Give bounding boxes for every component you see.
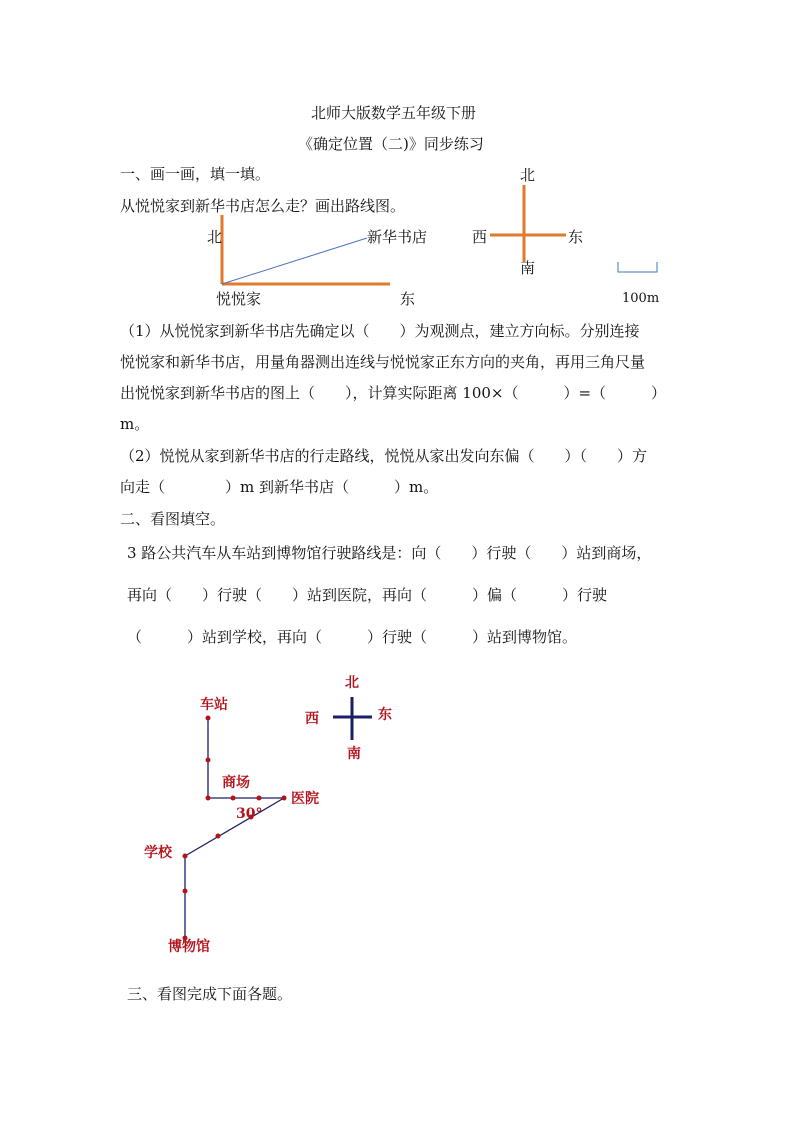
label-mall: 商场 [222,775,250,791]
compass2-east: 东 [378,707,392,723]
q1-line1: （1）从悦悦家到新华书店先确定以（ ）为观测点，建立方向标。分别连接 [120,322,640,340]
label-angle: 30° [236,806,263,822]
q1-line4: m。 [120,415,150,433]
q1-line3: 出悦悦家到新华书店的图上（ ），计算实际距离 100×（ ）=（ ） [120,384,667,402]
stop-hospital [282,796,287,801]
stop [206,758,211,763]
compass1-north: 北 [520,166,536,184]
q2-line1: （2）悦悦从家到新华书店的行走路线，悦悦从家出发向东偏（ ）（ ）方 [120,447,648,465]
figure-north-label: 北 [207,228,223,246]
stop [216,834,221,839]
stop-mall [206,796,211,801]
stop-school [183,854,188,859]
label-museum: 博物馆 [168,939,210,955]
section2-line3: （ ）站到学校，再向（ ）行驶（ ）站到博物馆。 [127,628,578,646]
section2-line2: 再向（ ）行驶（ ）站到医院，再向（ ）偏（ ）行驶 [127,586,608,604]
stop [183,889,188,894]
stop [231,796,236,801]
q2-line2: 向走（ ）m 到新华书店（ ）m。 [120,478,439,496]
page-subtitle: 《确定位置（二)》同步练习 [298,135,484,153]
scale-label: 100m [622,291,660,306]
compass2-north: 北 [345,675,359,691]
stop [257,796,262,801]
section3-heading: 三、看图完成下面各题。 [127,985,293,1003]
page-title: 北师大版数学五年级下册 [311,104,477,122]
label-school: 学校 [144,845,172,861]
figure-home-label: 悦悦家 [216,290,262,308]
section1-heading: 一、画一画，填一填。 [120,165,271,183]
q1-line2: 悦悦家和新华书店，用量角器测出连线与悦悦家正东方向的夹角，再用三角尺量 [120,353,646,371]
compass1-east: 东 [568,228,584,246]
compass1-south: 南 [520,259,536,277]
label-station: 车站 [200,697,228,713]
section2-heading: 二、看图填空。 [120,510,226,528]
label-hospital: 医院 [291,791,319,807]
compass1-west: 西 [472,228,488,246]
stop-station [206,716,211,721]
section1-prompt: 从悦悦家到新华书店怎么走？画出路线图。 [120,197,406,215]
compass2-south: 南 [347,746,361,762]
figure-store-label: 新华书店 [367,228,428,246]
compass2-west: 西 [305,711,319,727]
route-hospital-school [185,798,284,856]
section2-line1: 3 路公共汽车从车站到博物馆行驶路线是：向（ ）行驶（ ）站到商场， [127,544,652,562]
figure-east-label: 东 [400,290,416,308]
